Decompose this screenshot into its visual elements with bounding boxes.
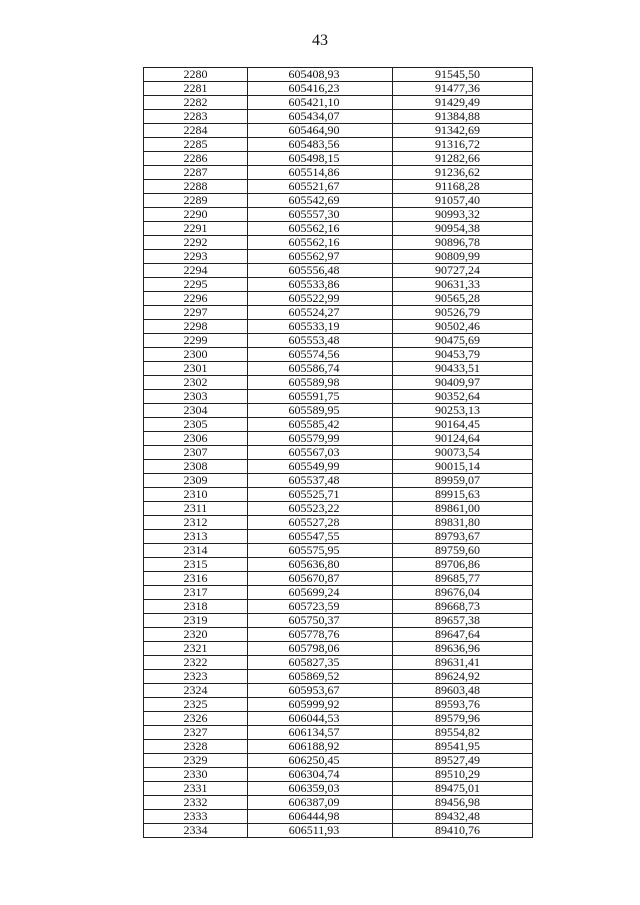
table-row — [144, 782, 533, 796]
x-coordinate-cell: 605636,80 — [248, 558, 393, 572]
x-coordinate-cell: 605778,76 — [248, 628, 393, 642]
x-coordinate-cell: 605562,16 — [248, 236, 393, 250]
table-row — [144, 614, 533, 628]
x-coordinate-cell: 605574,56 — [248, 348, 393, 362]
y-coordinate-cell: 90352,64 — [393, 390, 533, 404]
y-coordinate-cell: 89593,76 — [393, 698, 533, 712]
table-row — [144, 432, 533, 446]
point-number-cell: 2282 — [144, 96, 248, 110]
table-row — [144, 348, 533, 362]
y-coordinate-cell: 91282,66 — [393, 152, 533, 166]
point-number-cell: 2318 — [144, 600, 248, 614]
table-row — [144, 222, 533, 236]
x-coordinate-cell: 605562,16 — [248, 222, 393, 236]
y-coordinate-cell: 90526,79 — [393, 306, 533, 320]
table-row — [144, 740, 533, 754]
y-coordinate-cell: 89410,76 — [393, 824, 533, 838]
point-number-cell: 2309 — [144, 474, 248, 488]
y-coordinate-cell: 89676,04 — [393, 586, 533, 600]
table-row — [144, 390, 533, 404]
x-coordinate-cell: 605589,98 — [248, 376, 393, 390]
table-row — [144, 418, 533, 432]
point-number-cell: 2292 — [144, 236, 248, 250]
table-row — [144, 558, 533, 572]
y-coordinate-cell: 89657,38 — [393, 614, 533, 628]
table-row — [144, 530, 533, 544]
x-coordinate-cell: 605562,97 — [248, 250, 393, 264]
y-coordinate-cell: 89861,00 — [393, 502, 533, 516]
table-row — [144, 656, 533, 670]
table-row — [144, 502, 533, 516]
x-coordinate-cell: 605827,35 — [248, 656, 393, 670]
x-coordinate-cell: 605557,30 — [248, 208, 393, 222]
y-coordinate-cell: 90502,46 — [393, 320, 533, 334]
x-coordinate-cell: 605567,03 — [248, 446, 393, 460]
y-coordinate-cell: 90453,79 — [393, 348, 533, 362]
y-coordinate-cell: 90253,13 — [393, 404, 533, 418]
y-coordinate-cell: 91168,28 — [393, 180, 533, 194]
point-number-cell: 2294 — [144, 264, 248, 278]
x-coordinate-cell: 605416,23 — [248, 82, 393, 96]
y-coordinate-cell: 89959,07 — [393, 474, 533, 488]
x-coordinate-cell: 605408,93 — [248, 68, 393, 82]
point-number-cell: 2307 — [144, 446, 248, 460]
table-row — [144, 278, 533, 292]
y-coordinate-cell: 90409,97 — [393, 376, 533, 390]
point-number-cell: 2296 — [144, 292, 248, 306]
y-coordinate-cell: 89831,80 — [393, 516, 533, 530]
x-coordinate-cell: 605525,71 — [248, 488, 393, 502]
y-coordinate-cell: 89527,49 — [393, 754, 533, 768]
point-number-cell: 2326 — [144, 712, 248, 726]
table-row — [144, 208, 533, 222]
y-coordinate-cell: 89432,48 — [393, 810, 533, 824]
point-number-cell: 2322 — [144, 656, 248, 670]
x-coordinate-cell: 606304,74 — [248, 768, 393, 782]
table-row — [144, 586, 533, 600]
y-coordinate-cell: 91057,40 — [393, 194, 533, 208]
point-number-cell: 2289 — [144, 194, 248, 208]
table-row — [144, 334, 533, 348]
x-coordinate-cell: 605522,99 — [248, 292, 393, 306]
x-coordinate-cell: 605434,07 — [248, 110, 393, 124]
table-row — [144, 404, 533, 418]
point-number-cell: 2324 — [144, 684, 248, 698]
y-coordinate-cell: 90993,32 — [393, 208, 533, 222]
x-coordinate-cell: 606387,09 — [248, 796, 393, 810]
table-row — [144, 726, 533, 740]
table-row — [144, 810, 533, 824]
x-coordinate-cell: 605589,95 — [248, 404, 393, 418]
y-coordinate-cell: 91236,62 — [393, 166, 533, 180]
table-row — [144, 516, 533, 530]
table-row — [144, 292, 533, 306]
table-row — [144, 194, 533, 208]
x-coordinate-cell: 605537,48 — [248, 474, 393, 488]
point-number-cell: 2284 — [144, 124, 248, 138]
x-coordinate-cell: 605699,24 — [248, 586, 393, 600]
point-number-cell: 2306 — [144, 432, 248, 446]
table-row — [144, 68, 533, 82]
table-row — [144, 824, 533, 838]
table-row — [144, 376, 533, 390]
point-number-cell: 2293 — [144, 250, 248, 264]
point-number-cell: 2312 — [144, 516, 248, 530]
table-row — [144, 362, 533, 376]
point-number-cell: 2311 — [144, 502, 248, 516]
y-coordinate-cell: 89603,48 — [393, 684, 533, 698]
table-row — [144, 488, 533, 502]
page-number: 43 — [312, 32, 328, 49]
x-coordinate-cell: 606359,03 — [248, 782, 393, 796]
point-number-cell: 2332 — [144, 796, 248, 810]
point-number-cell: 2316 — [144, 572, 248, 586]
y-coordinate-cell: 89915,63 — [393, 488, 533, 502]
point-number-cell: 2328 — [144, 740, 248, 754]
y-coordinate-cell: 89510,29 — [393, 768, 533, 782]
x-coordinate-cell: 606044,53 — [248, 712, 393, 726]
x-coordinate-cell: 605542,69 — [248, 194, 393, 208]
point-number-cell: 2323 — [144, 670, 248, 684]
x-coordinate-cell: 606511,93 — [248, 824, 393, 838]
x-coordinate-cell: 605999,92 — [248, 698, 393, 712]
point-number-cell: 2300 — [144, 348, 248, 362]
y-coordinate-cell: 91477,36 — [393, 82, 533, 96]
table-row — [144, 166, 533, 180]
x-coordinate-cell: 606188,92 — [248, 740, 393, 754]
x-coordinate-cell: 605533,86 — [248, 278, 393, 292]
x-coordinate-cell: 605750,37 — [248, 614, 393, 628]
x-coordinate-cell: 605498,15 — [248, 152, 393, 166]
point-number-cell: 2295 — [144, 278, 248, 292]
y-coordinate-cell: 89541,95 — [393, 740, 533, 754]
x-coordinate-cell: 605556,48 — [248, 264, 393, 278]
table-row — [144, 236, 533, 250]
point-number-cell: 2280 — [144, 68, 248, 82]
table-row — [144, 754, 533, 768]
x-coordinate-cell: 605547,55 — [248, 530, 393, 544]
table-row — [144, 110, 533, 124]
x-coordinate-cell: 605533,19 — [248, 320, 393, 334]
table-row — [144, 628, 533, 642]
x-coordinate-cell: 605798,06 — [248, 642, 393, 656]
y-coordinate-cell: 90475,69 — [393, 334, 533, 348]
y-coordinate-cell: 90896,78 — [393, 236, 533, 250]
table-row — [144, 684, 533, 698]
y-coordinate-cell: 90809,99 — [393, 250, 533, 264]
y-coordinate-cell: 89668,73 — [393, 600, 533, 614]
y-coordinate-cell: 89475,01 — [393, 782, 533, 796]
table-row — [144, 96, 533, 110]
point-number-cell: 2317 — [144, 586, 248, 600]
point-number-cell: 2301 — [144, 362, 248, 376]
x-coordinate-cell: 605464,90 — [248, 124, 393, 138]
table-row — [144, 250, 533, 264]
table-row — [144, 796, 533, 810]
x-coordinate-cell: 605523,22 — [248, 502, 393, 516]
y-coordinate-cell: 89456,98 — [393, 796, 533, 810]
table-row — [144, 642, 533, 656]
point-number-cell: 2299 — [144, 334, 248, 348]
coordinates-table — [143, 67, 533, 838]
x-coordinate-cell: 606134,57 — [248, 726, 393, 740]
y-coordinate-cell: 90954,38 — [393, 222, 533, 236]
point-number-cell: 2304 — [144, 404, 248, 418]
point-number-cell: 2331 — [144, 782, 248, 796]
y-coordinate-cell: 90164,45 — [393, 418, 533, 432]
x-coordinate-cell: 605521,67 — [248, 180, 393, 194]
point-number-cell: 2334 — [144, 824, 248, 838]
y-coordinate-cell: 89793,67 — [393, 530, 533, 544]
x-coordinate-cell: 605575,95 — [248, 544, 393, 558]
point-number-cell: 2286 — [144, 152, 248, 166]
x-coordinate-cell: 605553,48 — [248, 334, 393, 348]
point-number-cell: 2283 — [144, 110, 248, 124]
y-coordinate-cell: 90124,64 — [393, 432, 533, 446]
y-coordinate-cell: 90631,33 — [393, 278, 533, 292]
point-number-cell: 2291 — [144, 222, 248, 236]
table-row — [144, 180, 533, 194]
point-number-cell: 2315 — [144, 558, 248, 572]
table-row — [144, 124, 533, 138]
x-coordinate-cell: 606250,45 — [248, 754, 393, 768]
table-row — [144, 600, 533, 614]
y-coordinate-cell: 90015,14 — [393, 460, 533, 474]
x-coordinate-cell: 605579,99 — [248, 432, 393, 446]
point-number-cell: 2320 — [144, 628, 248, 642]
point-number-cell: 2290 — [144, 208, 248, 222]
y-coordinate-cell: 91342,69 — [393, 124, 533, 138]
x-coordinate-cell: 605527,28 — [248, 516, 393, 530]
y-coordinate-cell: 90433,51 — [393, 362, 533, 376]
table-row — [144, 768, 533, 782]
point-number-cell: 2333 — [144, 810, 248, 824]
y-coordinate-cell: 91384,88 — [393, 110, 533, 124]
y-coordinate-cell: 89624,92 — [393, 670, 533, 684]
y-coordinate-cell: 89579,96 — [393, 712, 533, 726]
y-coordinate-cell: 89554,82 — [393, 726, 533, 740]
y-coordinate-cell: 91316,72 — [393, 138, 533, 152]
point-number-cell: 2313 — [144, 530, 248, 544]
x-coordinate-cell: 605670,87 — [248, 572, 393, 586]
point-number-cell: 2329 — [144, 754, 248, 768]
point-number-cell: 2325 — [144, 698, 248, 712]
point-number-cell: 2288 — [144, 180, 248, 194]
x-coordinate-cell: 605524,27 — [248, 306, 393, 320]
y-coordinate-cell: 89759,60 — [393, 544, 533, 558]
y-coordinate-cell: 89706,86 — [393, 558, 533, 572]
table-row — [144, 698, 533, 712]
x-coordinate-cell: 605483,56 — [248, 138, 393, 152]
coordinates-table-body — [144, 68, 533, 838]
x-coordinate-cell: 605591,75 — [248, 390, 393, 404]
x-coordinate-cell: 605585,42 — [248, 418, 393, 432]
table-row — [144, 82, 533, 96]
y-coordinate-cell: 91545,50 — [393, 68, 533, 82]
y-coordinate-cell: 89636,96 — [393, 642, 533, 656]
x-coordinate-cell: 605549,99 — [248, 460, 393, 474]
point-number-cell: 2281 — [144, 82, 248, 96]
point-number-cell: 2330 — [144, 768, 248, 782]
point-number-cell: 2298 — [144, 320, 248, 334]
table-row — [144, 152, 533, 166]
x-coordinate-cell: 605514,86 — [248, 166, 393, 180]
table-row — [144, 670, 533, 684]
y-coordinate-cell: 89685,77 — [393, 572, 533, 586]
x-coordinate-cell: 605953,67 — [248, 684, 393, 698]
y-coordinate-cell: 90565,28 — [393, 292, 533, 306]
table-row — [144, 320, 533, 334]
point-number-cell: 2302 — [144, 376, 248, 390]
y-coordinate-cell: 90073,54 — [393, 446, 533, 460]
point-number-cell: 2314 — [144, 544, 248, 558]
point-number-cell: 2303 — [144, 390, 248, 404]
point-number-cell: 2285 — [144, 138, 248, 152]
table-row — [144, 446, 533, 460]
point-number-cell: 2310 — [144, 488, 248, 502]
point-number-cell: 2327 — [144, 726, 248, 740]
point-number-cell: 2321 — [144, 642, 248, 656]
point-number-cell: 2319 — [144, 614, 248, 628]
table-row — [144, 712, 533, 726]
y-coordinate-cell: 89647,64 — [393, 628, 533, 642]
point-number-cell: 2297 — [144, 306, 248, 320]
point-number-cell: 2305 — [144, 418, 248, 432]
table-row — [144, 460, 533, 474]
table-row — [144, 138, 533, 152]
table-row — [144, 572, 533, 586]
x-coordinate-cell: 605586,74 — [248, 362, 393, 376]
x-coordinate-cell: 606444,98 — [248, 810, 393, 824]
y-coordinate-cell: 90727,24 — [393, 264, 533, 278]
table-row — [144, 306, 533, 320]
point-number-cell: 2308 — [144, 460, 248, 474]
table-row — [144, 474, 533, 488]
point-number-cell: 2287 — [144, 166, 248, 180]
x-coordinate-cell: 605869,52 — [248, 670, 393, 684]
y-coordinate-cell: 89631,41 — [393, 656, 533, 670]
table-row — [144, 264, 533, 278]
y-coordinate-cell: 91429,49 — [393, 96, 533, 110]
table-row — [144, 544, 533, 558]
x-coordinate-cell: 605723,59 — [248, 600, 393, 614]
x-coordinate-cell: 605421,10 — [248, 96, 393, 110]
